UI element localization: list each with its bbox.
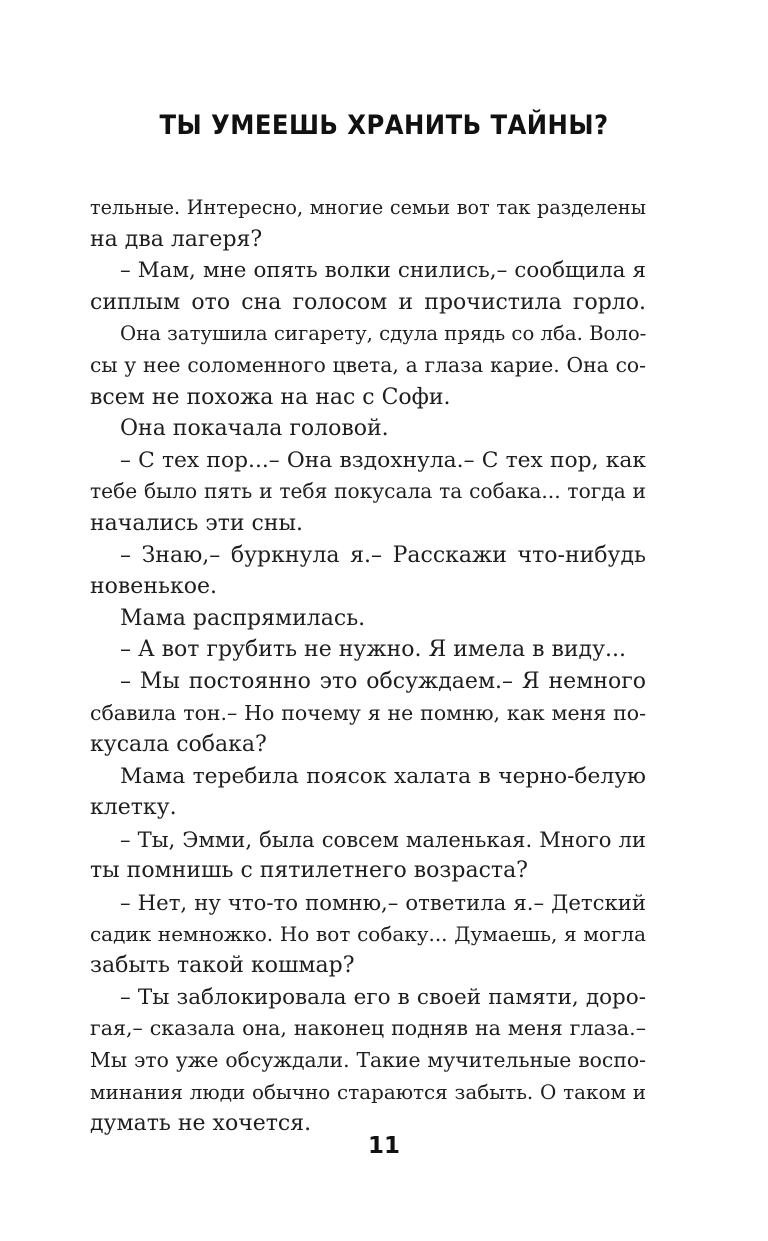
text-line: ты помнишь с пятилетнего возраста? [90,858,528,884]
text-line: – Мы постоянно это обсуждаем.– Я немного [120,668,646,694]
text-line: садик немножко. Но вот собаку... Думаешь, я могла [90,921,646,946]
text-line: Она затушила сигарету, сдула прядь со лба. Воло- [120,322,647,346]
text-line: сиплым ото сна голосом и прочистила горло. [90,289,646,315]
text-line: – Ты заблокировала его в своей памяти, доро- [120,984,646,1010]
text-line: тельные. Интересно, многие семьи вот так разделены [90,196,646,219]
text-line: Она покачала головой. [120,416,389,442]
text-line: забыть такой кошмар? [90,953,355,979]
body-text [90,192,646,1140]
text-line: новенькое. [90,574,217,600]
text-line: кусала собака? [90,732,267,758]
text-line: – А вот грубить не нужно. Я имела в виду... [120,637,626,663]
text-line: начались эти сны. [90,510,304,536]
text-line: – С тех пор...– Она вздохнула.– С тех пор, как [120,447,646,473]
text-line: сы у нее соломенного цвета, а глаза карие. Она со- [90,352,646,377]
text-line: – Знаю,– буркнула я.– Расскажи что-нибудь [120,542,646,568]
text-line: Мы это уже обсуждали. Такие мучительные воспо- [90,1048,646,1073]
text-line: Мама теребила поясок халата в черно-белую [120,763,646,789]
text-line: клетку. [90,795,177,821]
text-line: – Мам, мне опять волки снились,– сообщила я [120,258,646,284]
text-line: тебе было пять и тебя покусала та собака... тогда и [90,479,646,504]
text-line: – Нет, ну что-то помню,– ответила я.– Детский [120,890,646,916]
text-line: всем не похожа на нас с Софи. [90,384,451,410]
text-line: минания люди обычно стараются забыть. О таком и [90,1080,646,1104]
text-line: думать не хочется. [90,1111,312,1137]
text-line: Мама распрямилась. [120,605,366,631]
text-line: на два лагеря? [90,226,263,252]
text-line: гая,– сказала она, наконец подняв на меня глаза.– [90,1016,646,1041]
page-number: 11 [367,1133,400,1159]
running-title: ТЫ УМЕЕШЬ ХРАНИТЬ ТАЙНЫ? [159,110,609,141]
text-line: – Ты, Эмми, была совсем маленькая. Много ли [120,826,646,852]
text-line: сбавила тон.– Но почему я не помню, как меня по- [90,700,646,725]
